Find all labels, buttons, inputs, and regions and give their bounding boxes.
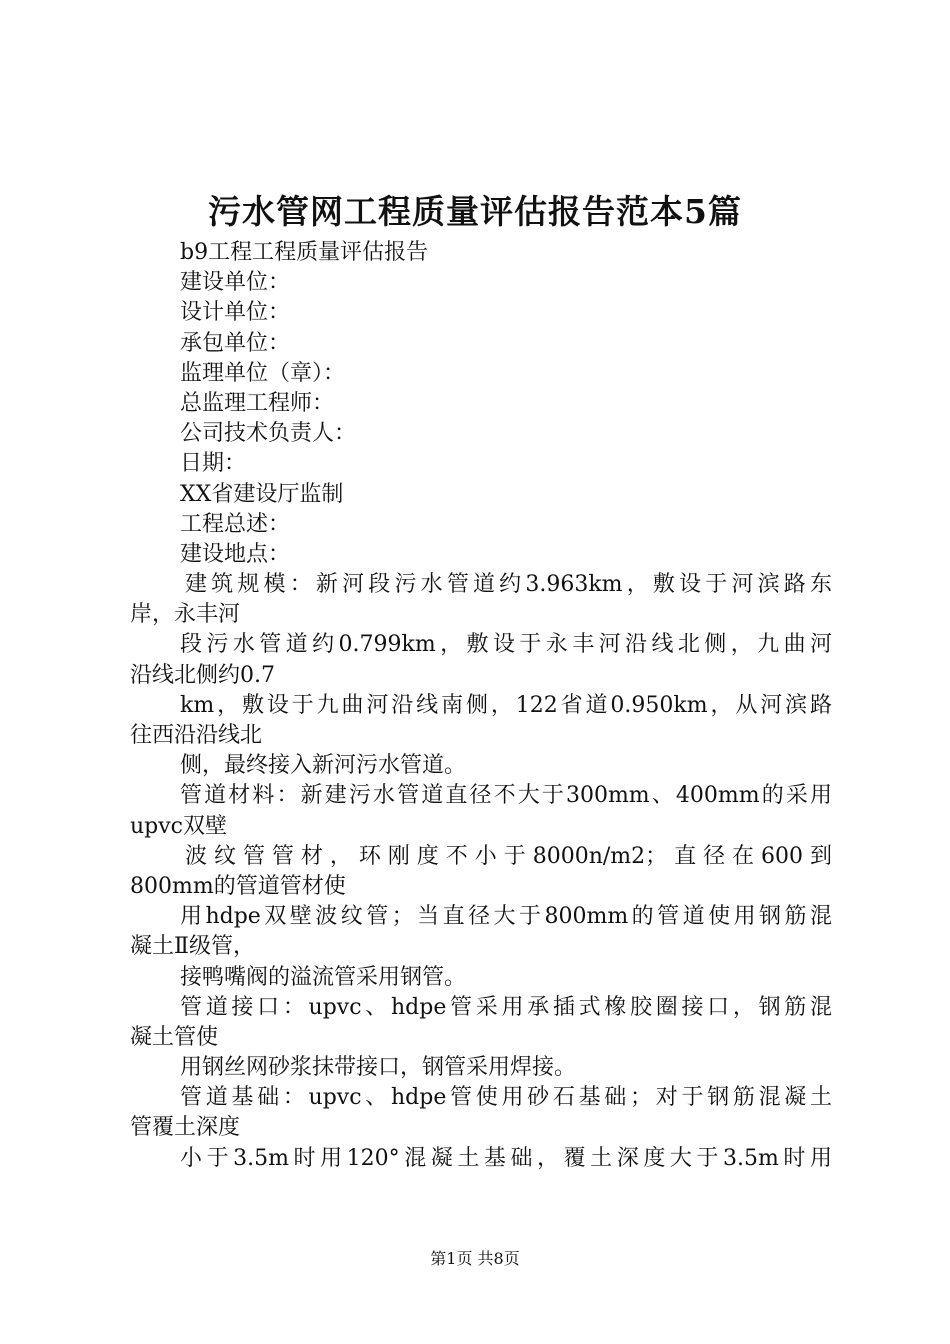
page-footer: 第1页 共8页 [430,1249,520,1268]
document-body [130,238,832,1174]
text-line: 建设地点： [180,541,291,567]
text-line: 接鸭嘴阀的溢流管采用钢管。 [180,964,467,990]
text-line: XX省建设厅监制 [180,481,344,507]
text-line: 管道基础：upvc、hdpe管使用砂石基础；对于钢筋混凝土 [180,1085,832,1111]
document-title: 污水管网工程质量评估报告范本5篇 [208,192,742,231]
text-line: 段污水管道约0.799km，敷设于永丰河沿线北侧，九曲河 [180,632,832,658]
text-line: 凝土Ⅱ级管， [130,934,255,960]
text-line: 建设单位： [180,270,291,296]
text-line: 设计单位： [180,300,291,326]
text-line: 监理单位（章）： [180,360,346,386]
text-line: km，敷设于九曲河沿线南侧，122省道0.950km，从河滨路 [180,692,832,718]
text-line: 侧，最终接入新河污水管道。 [180,753,467,779]
text-line: 承包单位： [180,330,291,356]
text-line: upvc双壁 [130,813,228,839]
text-line: 小于3.5m时用120°混凝土基础，覆土深度大于3.5m时用 [180,1145,832,1171]
text-line: 公司技术负责人： [180,421,357,447]
text-line: 管覆土深度 [130,1115,241,1141]
text-line: 用钢丝网砂浆抹带接口，钢管采用焊接。 [180,1055,577,1081]
text-line: 管道材料：新建污水管道直径不大于300mm、400mm的采用 [180,783,832,809]
text-line: 岸，永丰河 [130,602,241,628]
text-line: 建筑规模：新河段污水管道约3.963km，敷设于河滨路东 [185,572,832,598]
text-line: b9工程工程质量评估报告 [180,240,429,265]
text-line: 往西沿沿线北 [130,723,263,748]
text-line: 波纹管管材，环刚度不小于8000n/m2；直径在600到 [185,843,832,869]
text-line: 总监理工程师： [180,390,335,416]
text-line: 日期： [180,451,247,477]
text-line: 凝土管使 [130,1024,219,1050]
text-line: 800mm的管道管材使 [130,873,346,899]
text-line: 用hdpe双壁波纹管；当直径大于800mm的管道使用钢筋混 [180,904,832,930]
text-line: 工程总述： [180,511,291,537]
text-line: 管道接口：upvc、hdpe管采用承插式橡胶圈接口，钢筋混 [180,994,832,1020]
text-line: 沿线北侧约0.7 [130,662,275,688]
